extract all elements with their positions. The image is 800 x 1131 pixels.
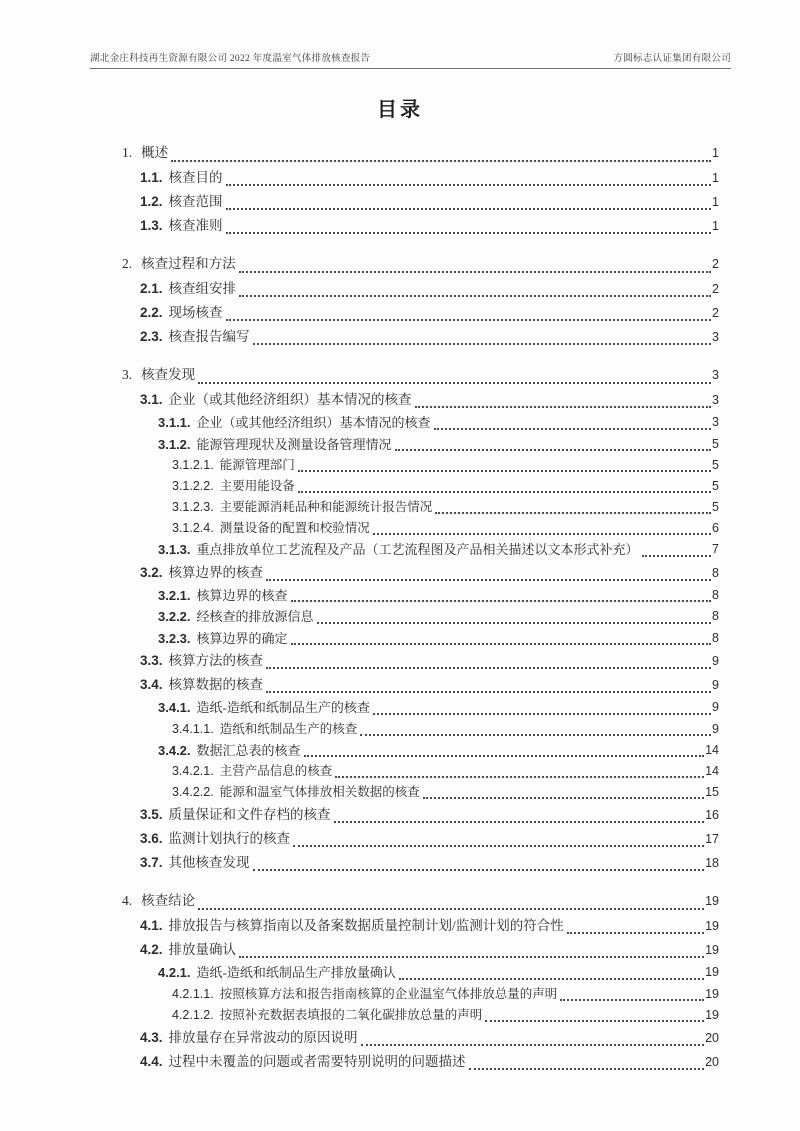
toc-entry-number: 3.1.2. [158, 436, 191, 452]
toc-entry-number: 3.1.2.1. [172, 458, 214, 472]
toc-leader-dots [266, 579, 711, 581]
toc-entry-page-number: 3 [712, 393, 719, 407]
toc-entry-title: 核算边界的确定 [196, 630, 288, 646]
toc-entry-page-number: 2 [712, 257, 719, 271]
toc-entry-title: 主营产品信息的核查 [219, 764, 333, 778]
toc-leader-dots [567, 932, 704, 934]
toc-entry-page-number: 19 [705, 986, 719, 1001]
toc-entry [140, 803, 719, 827]
toc-leader-dots [226, 184, 712, 186]
toc-entry-number: 4.2. [140, 942, 163, 957]
toc-entry [158, 740, 719, 762]
toc-entry-page-number: 8 [712, 565, 719, 580]
toc-entry-title: 造纸和纸制品生产的核查 [219, 721, 358, 736]
toc-entry-title: 核算数据的核查 [168, 677, 264, 692]
toc-entry-page-number: 5 [712, 500, 719, 514]
toc-leader-dots [373, 533, 711, 535]
toc-entry-number: 2.3. [140, 329, 163, 344]
toc-entry-title: 造纸-造纸和纸制品生产排放量确认 [196, 965, 396, 980]
toc-entry-title: 核查目的 [168, 170, 223, 185]
toc-entry-page-number: 1 [712, 171, 719, 185]
toc-entry-title: 其他核查发现 [168, 855, 250, 870]
toc-entry [172, 1005, 719, 1026]
table-of-contents [122, 127, 719, 1074]
header-certifier-name: 方圆标志认证集团有限公司 [613, 54, 731, 64]
toc-entry-number: 3.2.2. [158, 609, 191, 624]
toc-entry [122, 362, 719, 388]
toc-entry-title: 主要能源消耗品种和能源统计报告情况 [219, 500, 433, 514]
toc-entry-number: 4.3. [140, 1029, 163, 1045]
toc-entry [158, 606, 719, 628]
toc-entry [140, 1026, 719, 1050]
toc-leader-dots [415, 406, 712, 408]
toc-entry [158, 962, 719, 984]
toc-leader-dots [198, 908, 704, 910]
toc-entry-page-number: 1 [712, 146, 719, 160]
toc-leader-dots [423, 797, 704, 799]
toc-entry-page-number: 9 [712, 700, 719, 714]
toc-entry-page-number: 19 [705, 894, 719, 908]
toc-entry-page-number: 19 [705, 1007, 719, 1022]
toc-entry [140, 277, 719, 301]
toc-leader-dots [317, 622, 712, 624]
toc-leader-dots [395, 449, 712, 451]
toc-leader-dots [291, 600, 712, 602]
toc-entry-number: 4. [122, 893, 133, 908]
toc-entry-page-number: 20 [705, 1054, 719, 1069]
toc-entry-page-number: 9 [712, 678, 719, 692]
toc-leader-dots [291, 643, 712, 645]
toc-entry [172, 455, 719, 476]
toc-entry [140, 914, 719, 938]
toc-entry-title: 造纸-造纸和纸制品生产的核查 [196, 700, 370, 715]
toc-entry-number: 3.1.2.4. [172, 521, 214, 535]
toc-entry-number: 3. [122, 367, 133, 382]
toc-leader-dots [373, 713, 711, 715]
toc-leader-dots [266, 691, 711, 693]
toc-entry-page-number: 2 [712, 282, 719, 296]
toc-entry-title: 核查结论 [141, 893, 196, 908]
toc-entry-number: 3.3. [140, 653, 163, 668]
toc-entry-number: 3.2. [140, 564, 163, 580]
toc-entry-title: 核查过程和方法 [141, 256, 236, 271]
toc-entry-title: 企业（或其他经济组织）基本情况的核查 [196, 415, 431, 430]
toc-entry-page-number: 1 [712, 219, 719, 233]
toc-leader-dots [253, 869, 705, 871]
toc-entry-page-number: 8 [712, 609, 719, 623]
toc-entry-number: 3.1. [140, 392, 163, 407]
toc-entry-page-number: 14 [705, 764, 719, 778]
toc-entry [140, 561, 719, 585]
toc-leader-dots [253, 343, 712, 345]
toc-title: 目录 [377, 99, 423, 121]
toc-entry-page-number: 15 [705, 785, 719, 799]
toc-entry-number: 2. [122, 256, 133, 271]
toc-entry [172, 497, 719, 518]
toc-entry-page-number: 2 [712, 306, 719, 320]
toc-leader-dots [239, 295, 711, 297]
toc-entry [140, 938, 719, 962]
toc-entry [158, 585, 719, 607]
toc-entry-title: 测量设备的配置和校验情况 [219, 521, 370, 535]
toc-entry-number: 3.2.1. [158, 587, 191, 603]
toc-entry-number: 3.4. [140, 677, 163, 692]
toc-leader-dots [399, 978, 704, 980]
toc-entry-page-number: 5 [712, 436, 719, 451]
toc-entry-page-number: 1 [712, 195, 719, 209]
toc-entry-title: 企业（或其他经济组织）基本情况的核查 [168, 392, 412, 407]
toc-leader-dots [226, 208, 712, 210]
toc-entry-title: 经核查的排放源信息 [196, 609, 314, 624]
toc-entry-number: 3.1.2.3. [172, 500, 214, 514]
toc-entry-title: 概述 [141, 145, 169, 160]
toc-entry-page-number: 19 [705, 919, 719, 933]
toc-entry-title: 核算边界的核查 [196, 587, 288, 603]
toc-entry-page-number: 14 [705, 742, 719, 757]
toc-entry [140, 166, 719, 190]
toc-entry [158, 539, 719, 561]
toc-entry-title: 按照补充数据表填报的二氧化碳排放总量的声明 [219, 1007, 483, 1022]
toc-entry-page-number: 20 [705, 1030, 719, 1045]
toc-leader-dots [298, 470, 711, 472]
toc-entry-number: 3.4.2. [158, 742, 191, 758]
header-report-title: 湖北金庄科技再生资源有限公司 2022 年度温室气体排放核查报告 [90, 54, 371, 64]
toc-entry-page-number: 9 [712, 654, 719, 668]
toc-entry [122, 140, 719, 166]
toc-leader-dots [226, 319, 712, 321]
toc-entry [122, 888, 719, 914]
toc-entry-number: 4.1. [140, 918, 163, 933]
toc-entry-title: 过程中未覆盖的问题或者需要特别说明的问题描述 [168, 1053, 466, 1069]
toc-entry [140, 851, 719, 875]
toc-leader-dots [239, 271, 711, 273]
toc-entry [158, 628, 719, 650]
toc-leader-dots [435, 512, 711, 514]
toc-entry-number: 1.2. [140, 194, 163, 209]
toc-entry [140, 190, 719, 214]
toc-entry-number: 3.1.1. [158, 415, 191, 430]
toc-entry-page-number: 18 [705, 856, 719, 870]
toc-entry-number: 1.1. [140, 170, 163, 185]
toc-entry [140, 325, 719, 349]
toc-entry [140, 1050, 719, 1074]
toc-entry [140, 301, 719, 325]
toc-entry [122, 251, 719, 277]
toc-entry-number: 1. [122, 145, 133, 160]
toc-entry-page-number: 5 [712, 479, 719, 493]
toc-entry-number: 2.2. [140, 305, 163, 320]
toc-entry-title: 能源管理部门 [219, 458, 295, 472]
toc-entry-number: 4.4. [140, 1053, 163, 1069]
toc-entry-page-number: 5 [712, 458, 719, 472]
toc-entry [172, 719, 719, 740]
toc-entry [158, 434, 719, 456]
toc-entry-title: 核查组安排 [168, 281, 237, 296]
toc-entry [172, 518, 719, 539]
toc-entry-title: 质量保证和文件存档的核查 [168, 807, 331, 822]
toc-leader-dots [298, 491, 711, 493]
toc-entry [172, 984, 719, 1005]
toc-entry [158, 412, 719, 434]
toc-entry-number: 3.4.2.1. [172, 764, 214, 778]
toc-entry-number: 3.5. [140, 807, 163, 822]
toc-entry-title: 核查报告编写 [168, 329, 250, 344]
toc-entry [140, 649, 719, 673]
toc-leader-dots [226, 232, 712, 234]
toc-entry [140, 214, 719, 238]
toc-leader-dots [293, 845, 704, 847]
toc-entry-page-number: 3 [712, 368, 719, 382]
toc-entry-title: 数据汇总表的核查 [196, 742, 301, 758]
toc-entry-number: 3.4.2.2. [172, 785, 214, 799]
toc-entry-title: 核查准则 [168, 218, 223, 233]
toc-entry-page-number: 9 [712, 721, 719, 736]
toc-entry-number: 3.1.3. [158, 542, 191, 557]
toc-entry-title: 排放量存在异常波动的原因说明 [168, 1029, 358, 1045]
toc-entry-number: 3.7. [140, 855, 163, 870]
toc-entry-number: 3.4.1.1. [172, 721, 214, 736]
toc-leader-dots [334, 821, 705, 823]
toc-leader-dots [485, 1020, 704, 1022]
toc-entry-title: 监测计划执行的核查 [168, 831, 291, 846]
toc-entry-page-number: 19 [705, 943, 719, 957]
toc-entry [158, 697, 719, 719]
toc-leader-dots [360, 734, 711, 736]
toc-entry-number: 1.3. [140, 218, 163, 233]
toc-leader-dots [335, 776, 704, 778]
toc-entry-number: 3.1.2.2. [172, 479, 214, 493]
toc-entry [172, 476, 719, 497]
toc-entry [140, 827, 719, 851]
toc-leader-dots [239, 956, 704, 958]
toc-entry [172, 782, 719, 803]
toc-leader-dots [434, 428, 712, 430]
toc-entry-title: 排放量确认 [168, 942, 237, 957]
toc-entry-number: 4.2.1. [158, 965, 191, 980]
toc-entry [172, 761, 719, 782]
toc-entry-page-number: 8 [712, 630, 719, 645]
toc-entry-page-number: 6 [712, 521, 719, 535]
toc-leader-dots [642, 555, 712, 557]
toc-leader-dots [361, 1044, 705, 1046]
toc-entry-title: 能源管理现状及测量设备管理情况 [196, 436, 392, 452]
toc-entry [140, 673, 719, 697]
toc-entry-number: 3.2.3. [158, 630, 191, 646]
toc-entry-title: 能源和温室气体排放相关数据的核查 [219, 785, 420, 799]
toc-entry-page-number: 19 [705, 965, 719, 979]
toc-entry-title: 重点排放单位工艺流程及产品（工艺流程图及产品相关描述以文本形式补充） [196, 542, 639, 557]
toc-entry-page-number: 3 [712, 330, 719, 344]
toc-entry-page-number: 7 [712, 542, 719, 556]
toc-entry-number: 3.6. [140, 831, 163, 846]
toc-entry-page-number: 16 [705, 808, 719, 822]
toc-entry-page-number: 3 [712, 415, 719, 429]
toc-entry-number: 3.4.1. [158, 700, 191, 715]
toc-entry-title: 排放报告与核算指南以及备案数据质量控制计划/监测计划的符合性 [168, 918, 564, 933]
toc-entry-title: 按照核算方法和报告指南核算的企业温室气体排放总量的声明 [219, 986, 558, 1001]
toc-leader-dots [171, 160, 711, 162]
toc-entry-number: 4.2.1.1. [172, 986, 214, 1001]
toc-entry [140, 388, 719, 412]
toc-leader-dots [560, 999, 704, 1001]
toc-leader-dots [266, 667, 711, 669]
toc-entry-title: 核查发现 [141, 367, 196, 382]
toc-leader-dots [304, 755, 705, 757]
toc-entry-title: 现场核查 [168, 305, 223, 320]
toc-entry-number: 4.2.1.2. [172, 1007, 214, 1022]
toc-leader-dots [469, 1068, 705, 1070]
page-header [90, 50, 731, 69]
toc-entry-title: 核查范围 [168, 194, 223, 209]
toc-leader-dots [198, 382, 711, 384]
toc-entry-title: 主要用能设备 [219, 479, 295, 493]
toc-entry-number: 2.1. [140, 281, 163, 296]
toc-entry-page-number: 8 [712, 587, 719, 602]
toc-entry-title: 核算方法的核查 [168, 653, 264, 668]
toc-entry-page-number: 17 [705, 832, 719, 846]
toc-entry-title: 核算边界的核查 [168, 564, 264, 580]
